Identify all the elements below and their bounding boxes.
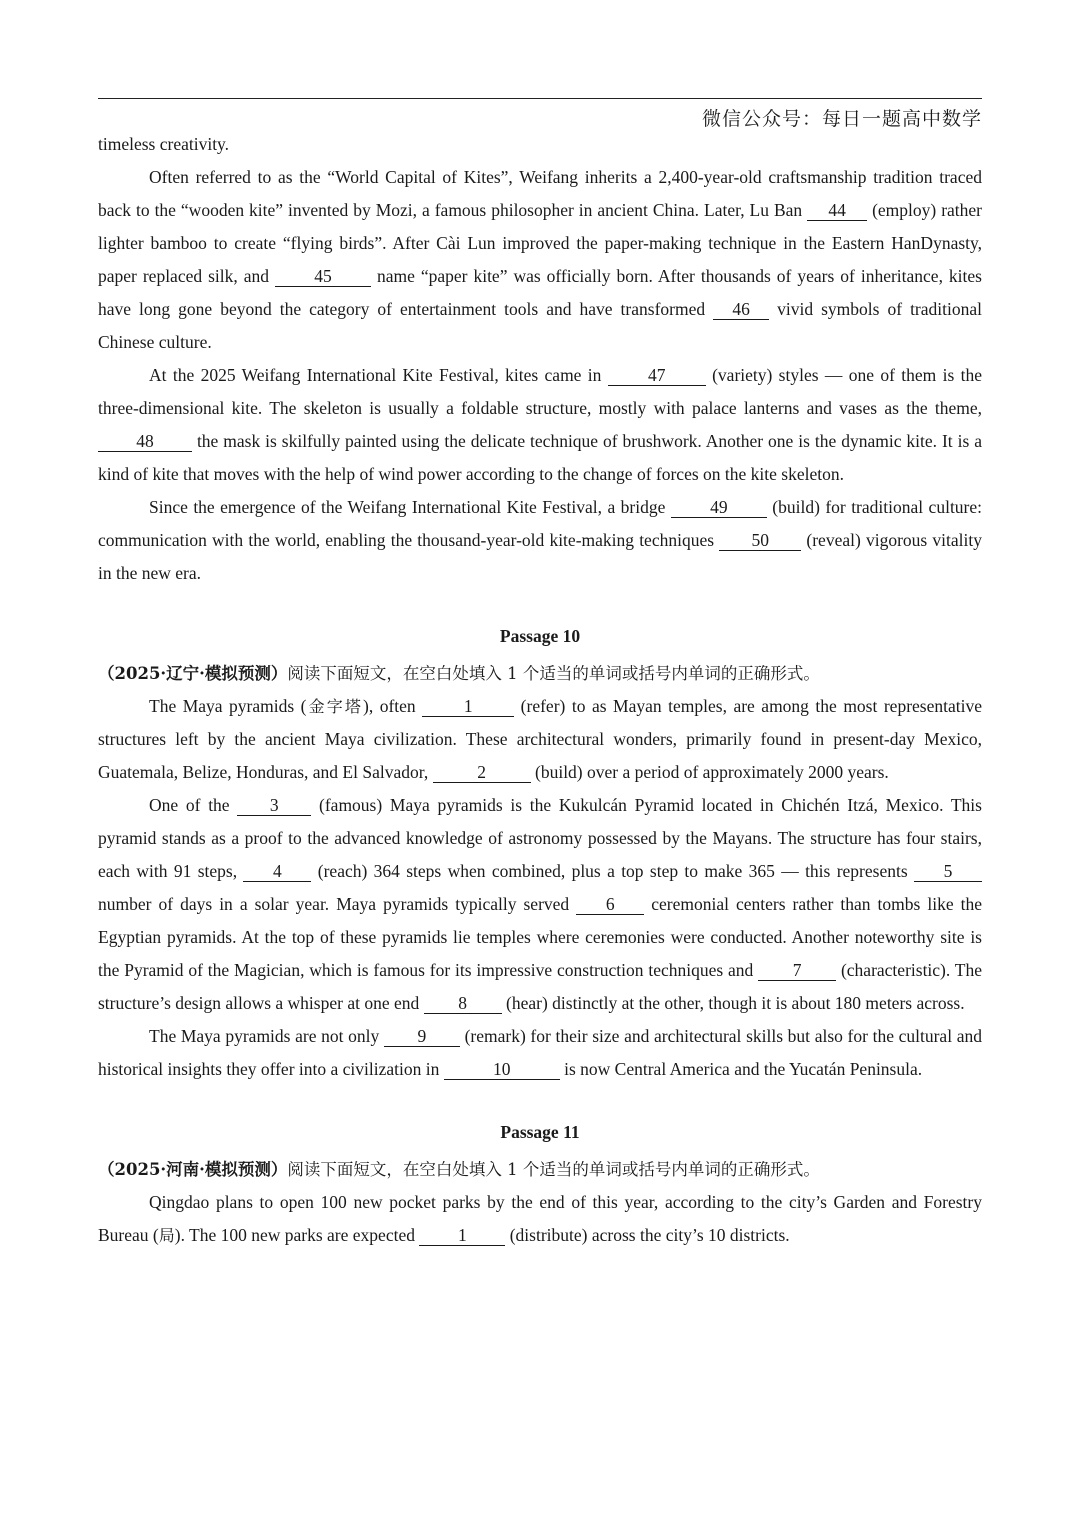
p9-paragraph-3: Since the emergence of the Weifang International Kite Festival, a bridge 49 (build) for traditional culture: communication with the world, enabling the thousand-year-old kite-making techniques 50 (reveal) vigorous vitality in the new era.: [98, 497, 983, 583]
blank-p10-5[interactable]: 5: [914, 861, 982, 882]
blank-p10-2[interactable]: 2: [433, 762, 531, 783]
p11-paragraph-1: Qingdao plans to open 100 new pocket parks by the end of this year, according to the city’s Garden and Forestry Bureau (局). The 100 new parks are expected 1 (distribute) across the city’s 10 districts.: [98, 1192, 982, 1245]
p9-tail-line: timeless creativity.: [98, 134, 230, 154]
passage-10-title: Passage 10: [499, 626, 581, 646]
blank-50[interactable]: 50: [719, 530, 801, 551]
passage-10-source: （2025·辽宁·模拟预测）: [98, 664, 288, 683]
blank-p10-9[interactable]: 9: [384, 1026, 460, 1047]
blank-p10-8[interactable]: 8: [424, 993, 502, 1014]
blank-p11-1[interactable]: 1: [419, 1225, 505, 1246]
blank-47[interactable]: 47: [608, 365, 706, 386]
blank-p10-7[interactable]: 7: [758, 960, 836, 981]
blank-p10-6[interactable]: 6: [576, 894, 644, 915]
blank-p10-3[interactable]: 3: [237, 795, 311, 816]
blank-46[interactable]: 46: [713, 299, 769, 320]
p9-paragraph-1: Often referred to as the “World Capital of Kites”, Weifang inherits a 2,400-year-old craftsmanship tradition traced back to the “wooden kite” invented by Mozi, a famous philosopher in ancient China. Later, Lu Ban 44 (employ) rather lighter bamboo to create “flying birds”. After Cài Lun improved the paper-making technique in the Eastern HanDynasty, paper replaced silk, and 45 name “paper kite” was officially born. After thousands of years of inheritance, kites have long gone beyond the category of entertainment tools and have transformed 46 vivid symbols of traditional Chinese culture.: [98, 167, 983, 352]
p10-paragraph-1: The Maya pyramids (金字塔), often 1 (refer) to as Mayan temples, are among the most representative structures left by the ancient Maya civilization. These architectural wonders, primarily found in present-day Mexico, Guatemala, Belize, Honduras, and El Salvador, 2 (build) over a period of approximately 2000 years.: [98, 696, 982, 782]
blank-p10-1[interactable]: 1: [422, 696, 514, 717]
blank-45[interactable]: 45: [275, 266, 371, 287]
header-watermark-note: 微信公众号：每日一题高中数学: [701, 108, 982, 130]
passage-11-title: Passage 11: [500, 1122, 580, 1142]
passage-11-instruction: （2025·河南·模拟预测）阅读下面短文，在空白处填入 1 个适当的单词或括号内单词的正确形式。: [98, 1160, 820, 1179]
p10-paragraph-2: One of the 3 (famous) Maya pyramids is the Kukulcán Pyramid located in Chichén Itzá, Mexico. This pyramid stands as a proof to the advanced knowledge of astronomy possessed by the Mayans. The structure has four stairs, each with 91 steps, 4 (reach) 364 steps when combined, plus a top step to make 365 — this represents 5 number of days in a solar year. Maya pyramids typically served 6 ceremonial centers rather than tombs like the Egyptian pyramids. At the top of these pyramids lie temples where ceremonies were conducted. Another noteworthy site is the Pyramid of the Magician, which is famous for its impressive construction techniques and 7 (characteristic). The structure’s design allows a whisper at one end 8 (hear) distinctly at the other, though it is about 180 meters across.: [98, 795, 982, 1013]
blank-p10-4[interactable]: 4: [243, 861, 311, 882]
passage-10-instruction: （2025·辽宁·模拟预测）阅读下面短文，在空白处填入 1 个适当的单词或括号内单词的正确形式。: [98, 664, 820, 683]
blank-48[interactable]: 48: [98, 431, 192, 452]
passage-11-source: （2025·河南·模拟预测）: [98, 1160, 288, 1179]
header-rule: [98, 98, 982, 99]
blank-44[interactable]: 44: [807, 200, 867, 221]
blank-p10-10[interactable]: 10: [444, 1059, 560, 1080]
blank-49[interactable]: 49: [671, 497, 767, 518]
p9-paragraph-2: At the 2025 Weifang International Kite Festival, kites came in 47 (variety) styles — one of them is the three-dimensional kite. The skeleton is usually a foldable structure, mostly with palace lanterns and vases as the theme, 48 the mask is skilfully painted using the delicate technique of brushwork. Another one is the dynamic kite. It is a kind of kite that moves with the help of wind power according to the change of forces on the kite skeleton.: [98, 365, 982, 484]
document-body: [98, 128, 982, 1252]
p10-paragraph-3: The Maya pyramids are not only 9 (remark) for their size and architectural skills but also for the cultural and historical insights they offer into a civilization in 10 is now Central America and the Yucatán Peninsula.: [98, 1026, 982, 1079]
